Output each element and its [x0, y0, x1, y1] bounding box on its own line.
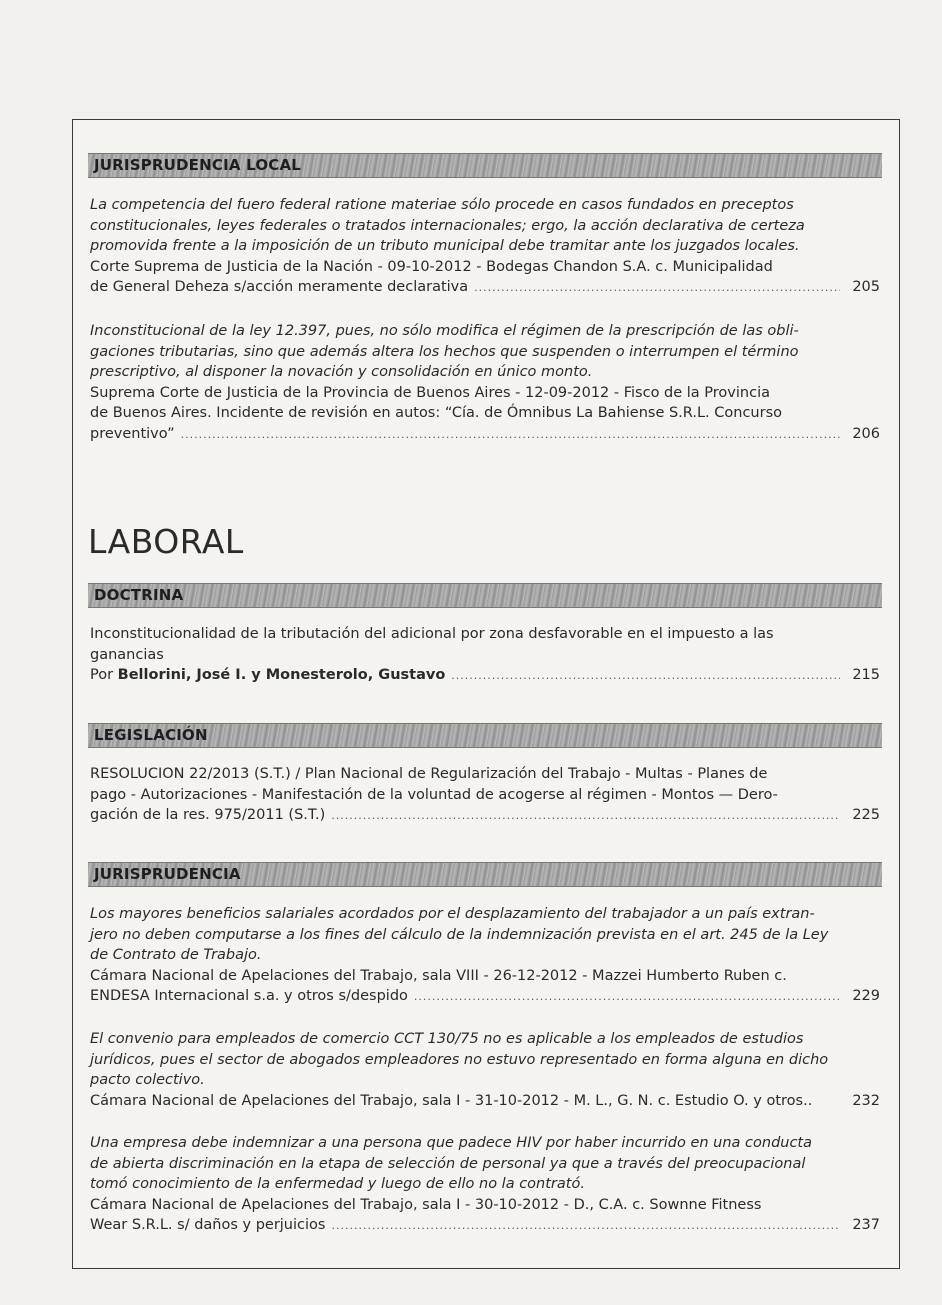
entry-summary: Una empresa debe indemnizar a una persona que padece HIV por haber incurrido en una conducta [90, 1135, 813, 1151]
toc-entry[interactable] [90, 195, 880, 299]
section-title: JURISPRUDENCIA LOCAL [94, 156, 302, 174]
dot-leader [331, 1216, 840, 1237]
entry-summary: La competencia del fuero federal ratione materiae sólo procede en casos fundados en preceptos [90, 197, 794, 213]
entry-citation: Suprema Corte de Justicia de la Provincia de Buenos Aires - 12-09-2012 - Fisco de la Provincia [90, 384, 770, 401]
entry-summary: Inconstitucional de la ley 12.397, pues, no sólo modifica el régimen de la prescripción de las obli- [90, 323, 799, 339]
section-title: DOCTRINA [94, 586, 184, 604]
entry-citation: de General Deheza s/acción meramente declarativa [90, 279, 469, 295]
page-number: 229 [852, 988, 880, 1004]
entry-citation: Wear S.R.L. s/ daños y perjuicios [90, 1217, 326, 1233]
entry-summary: El convenio para empleados de comercio CCT 130/75 no es aplicable a los empleados de estudios [90, 1031, 804, 1047]
entry-title: pago - Autorizaciones - Manifestación de la voluntad de acogerse al régimen - Montos — Dero- [90, 786, 778, 803]
page-number: 215 [852, 667, 880, 683]
dot-leader [414, 987, 840, 1008]
entry-summary: gaciones tributarias, sino que además altera los hechos que suspenden o interrumpen el término [90, 343, 799, 360]
entry-citation: ENDESA Internacional s.a. y otros s/despido [90, 988, 408, 1004]
entry-citation: Cámara Nacional de Apelaciones del Trabajo, sala VIII - 26-12-2012 - Mazzei Humberto Ruben c. [90, 967, 787, 984]
entry-summary: constitucionales, leyes federales o tratados internacionales; ergo, la acción declarativa de certeza [90, 217, 805, 234]
entry-title: Inconstitucionalidad de la tributación del adicional por zona desfavorable en el impuesto a las [90, 626, 774, 642]
toc-entry[interactable] [90, 1133, 880, 1237]
entry-summary: prescriptivo, al disponer la novación y consolidación en único monto. [90, 364, 593, 380]
toc-entry[interactable] [90, 764, 880, 827]
entry-summary: promovida frente a la imposición de un tributo municipal debe tramitar ante los juzgados locales. [90, 238, 800, 254]
entry-summary: Los mayores beneficios salariales acordados por el desplazamiento del trabajador a un país extran- [90, 906, 815, 922]
toc-entry[interactable] [90, 904, 880, 1008]
entry-summary: pacto colectivo. [90, 1072, 205, 1088]
section-title: LEGISLACIÓN [94, 726, 208, 744]
page-number: 232 [852, 1092, 880, 1109]
entry-citation: Cámara Nacional de Apelaciones del Trabajo, sala I - 31-10-2012 - M. L., G. N. c. Estudio O. y otros.. [90, 1092, 813, 1109]
dot-leader [474, 278, 840, 299]
page-number: 206 [852, 425, 880, 442]
page-number: 237 [852, 1217, 880, 1233]
section-bar-doctrina [88, 583, 882, 608]
entry-citation: preventivo” [90, 425, 175, 442]
entry-summary: jero no deben computarse a los fines del cálculo de la indemnización prevista en el art. 245 de la Ley [90, 926, 829, 943]
entry-title: gación de la res. 975/2011 (S.T.) [90, 807, 326, 823]
section-bar-legislacion [88, 723, 882, 748]
entry-citation: Corte Suprema de Justicia de la Nación - 09-10-2012 - Bodegas Chandon S.A. c. Municipalidad [90, 258, 773, 275]
section-title: JURISPRUDENCIA [94, 865, 241, 883]
entry-title: ganancias [90, 646, 164, 663]
entry-summary: jurídicos, pues el sector de abogados empleadores no estuvo representado en forma alguna en dicho [90, 1051, 829, 1068]
entry-citation: de Buenos Aires. Incidente de revisión en autos: “Cía. de Ómnibus La Bahiense S.R.L. Concurso [90, 405, 782, 421]
author-prefix: Por [90, 667, 118, 683]
entry-summary: de Contrato de Trabajo. [90, 947, 262, 963]
entry-summary: tomó conocimiento de la enfermedad y luego de ello no la contrató. [90, 1176, 585, 1192]
toc-entry[interactable] [90, 624, 880, 687]
entry-authors: Bellorini, José I. y Monesterolo, Gustavo [117, 667, 446, 683]
page-number: 205 [852, 279, 880, 295]
toc-entry[interactable] [90, 1029, 880, 1112]
section-bar-jurisprudencia-local [88, 153, 882, 178]
entry-summary: de abierta discriminación en la etapa de selección de personal ya que a través del preocupacional [90, 1155, 806, 1172]
entry-citation: Cámara Nacional de Apelaciones del Trabajo, sala I - 30-10-2012 - D., C.A. c. Sownne Fitness [90, 1196, 762, 1213]
dot-leader [331, 806, 840, 827]
dot-leader [181, 425, 840, 446]
chapter-heading-laboral: LABORAL [88, 522, 244, 561]
toc-entry[interactable] [90, 321, 880, 445]
dot-leader [451, 666, 840, 687]
entry-title: RESOLUCION 22/2013 (S.T.) / Plan Nacional de Regularización del Trabajo - Multas - Planes de [90, 766, 768, 782]
section-bar-jurisprudencia [88, 862, 882, 887]
page-number: 225 [852, 807, 880, 823]
